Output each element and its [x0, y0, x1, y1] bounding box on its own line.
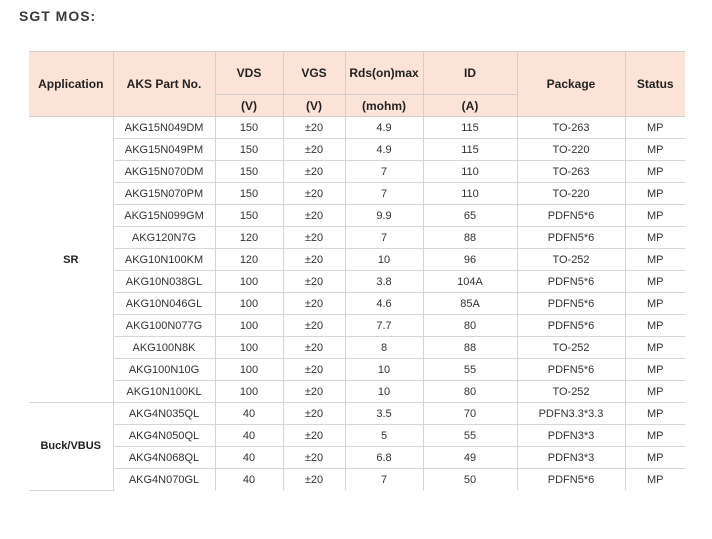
id-cell: 110: [423, 183, 517, 205]
rds-cell: 7: [345, 183, 423, 205]
rds-cell: 4.9: [345, 139, 423, 161]
status-cell: MP: [625, 293, 685, 315]
header-application: Application: [29, 52, 113, 117]
package-cell: TO-220: [517, 139, 625, 161]
vds-cell: 100: [215, 337, 283, 359]
status-cell: MP: [625, 117, 685, 139]
part-no-cell: AKG15N049PM: [113, 139, 215, 161]
vds-cell: 150: [215, 161, 283, 183]
status-cell: MP: [625, 249, 685, 271]
vds-cell: 40: [215, 403, 283, 425]
table-row: [29, 205, 685, 227]
package-cell: PDFN5*6: [517, 271, 625, 293]
header-status: Status: [625, 52, 685, 117]
rds-cell: 9.9: [345, 205, 423, 227]
table-row: [29, 447, 685, 469]
status-cell: MP: [625, 139, 685, 161]
application-cell: Buck/VBUS: [29, 403, 113, 491]
package-cell: TO-252: [517, 337, 625, 359]
vds-cell: 150: [215, 183, 283, 205]
table-row: [29, 359, 685, 381]
rds-cell: 7.7: [345, 315, 423, 337]
package-cell: TO-263: [517, 117, 625, 139]
unit-vgs: (V): [283, 95, 345, 117]
rds-cell: 10: [345, 359, 423, 381]
table-row: [29, 293, 685, 315]
vgs-cell: ±20: [283, 425, 345, 447]
unit-vds: (V): [215, 95, 283, 117]
rds-cell: 7: [345, 469, 423, 491]
status-cell: MP: [625, 271, 685, 293]
vgs-cell: ±20: [283, 139, 345, 161]
part-no-cell: AKG10N100KL: [113, 381, 215, 403]
header-part-no: AKS Part No.: [113, 52, 215, 117]
vds-cell: 100: [215, 315, 283, 337]
rds-cell: 8: [345, 337, 423, 359]
id-cell: 115: [423, 139, 517, 161]
rds-cell: 3.5: [345, 403, 423, 425]
package-cell: TO-252: [517, 249, 625, 271]
id-cell: 110: [423, 161, 517, 183]
vds-cell: 150: [215, 117, 283, 139]
table-row: [29, 271, 685, 293]
part-no-cell: AKG4N070GL: [113, 469, 215, 491]
part-no-cell: AKG10N038GL: [113, 271, 215, 293]
table-row: [29, 139, 685, 161]
status-cell: MP: [625, 425, 685, 447]
vds-cell: 100: [215, 359, 283, 381]
table-row: [29, 249, 685, 271]
table-row: [29, 183, 685, 205]
status-cell: MP: [625, 315, 685, 337]
part-no-cell: AKG15N099GM: [113, 205, 215, 227]
header-vds: VDS: [215, 52, 283, 95]
vds-cell: 40: [215, 447, 283, 469]
vds-cell: 120: [215, 227, 283, 249]
table-row: [29, 469, 685, 491]
part-no-cell: AKG15N070PM: [113, 183, 215, 205]
rds-cell: 5: [345, 425, 423, 447]
unit-rds: (mohm): [345, 95, 423, 117]
id-cell: 49: [423, 447, 517, 469]
vgs-cell: ±20: [283, 447, 345, 469]
vds-cell: 40: [215, 425, 283, 447]
header-rds: Rds(on)max: [345, 52, 423, 95]
id-cell: 50: [423, 469, 517, 491]
status-cell: MP: [625, 183, 685, 205]
part-no-cell: AKG100N10G: [113, 359, 215, 381]
rds-cell: 3.8: [345, 271, 423, 293]
vgs-cell: ±20: [283, 205, 345, 227]
vgs-cell: ±20: [283, 161, 345, 183]
vgs-cell: ±20: [283, 227, 345, 249]
vds-cell: 120: [215, 249, 283, 271]
rds-cell: 10: [345, 249, 423, 271]
id-cell: 80: [423, 315, 517, 337]
id-cell: 70: [423, 403, 517, 425]
part-no-cell: AKG15N049DM: [113, 117, 215, 139]
part-no-cell: AKG100N077G: [113, 315, 215, 337]
status-cell: MP: [625, 205, 685, 227]
vgs-cell: ±20: [283, 293, 345, 315]
header-package: Package: [517, 52, 625, 117]
table-row: [29, 117, 685, 139]
rds-cell: 10: [345, 381, 423, 403]
vds-cell: 40: [215, 469, 283, 491]
table-row: [29, 381, 685, 403]
vgs-cell: ±20: [283, 249, 345, 271]
part-no-cell: AKG100N8K: [113, 337, 215, 359]
rds-cell: 4.6: [345, 293, 423, 315]
id-cell: 96: [423, 249, 517, 271]
table-row: [29, 227, 685, 249]
status-cell: MP: [625, 447, 685, 469]
part-no-cell: AKG120N7G: [113, 227, 215, 249]
status-cell: MP: [625, 381, 685, 403]
id-cell: 88: [423, 227, 517, 249]
vds-cell: 100: [215, 381, 283, 403]
id-cell: 80: [423, 381, 517, 403]
id-cell: 55: [423, 425, 517, 447]
vds-cell: 100: [215, 271, 283, 293]
vgs-cell: ±20: [283, 117, 345, 139]
vgs-cell: ±20: [283, 183, 345, 205]
id-cell: 85A: [423, 293, 517, 315]
id-cell: 88: [423, 337, 517, 359]
table-row: [29, 337, 685, 359]
vds-cell: 100: [215, 293, 283, 315]
status-cell: MP: [625, 469, 685, 491]
rds-cell: 4.9: [345, 117, 423, 139]
table-row: [29, 315, 685, 337]
package-cell: TO-263: [517, 161, 625, 183]
package-cell: PDFN5*6: [517, 315, 625, 337]
id-cell: 55: [423, 359, 517, 381]
vgs-cell: ±20: [283, 403, 345, 425]
vds-cell: 150: [215, 139, 283, 161]
package-cell: PDFN5*6: [517, 205, 625, 227]
table-row: [29, 403, 685, 425]
vgs-cell: ±20: [283, 381, 345, 403]
vgs-cell: ±20: [283, 469, 345, 491]
vgs-cell: ±20: [283, 359, 345, 381]
package-cell: PDFN3*3: [517, 425, 625, 447]
package-cell: PDFN5*6: [517, 469, 625, 491]
status-cell: MP: [625, 403, 685, 425]
table-row: [29, 425, 685, 447]
vgs-cell: ±20: [283, 271, 345, 293]
package-cell: PDFN3.3*3.3: [517, 403, 625, 425]
package-cell: TO-252: [517, 381, 625, 403]
rds-cell: 7: [345, 227, 423, 249]
table-header: [29, 52, 685, 117]
status-cell: MP: [625, 359, 685, 381]
part-no-cell: AKG4N068QL: [113, 447, 215, 469]
sgt-mos-table: [29, 51, 685, 491]
package-cell: TO-220: [517, 183, 625, 205]
vgs-cell: ±20: [283, 315, 345, 337]
rds-cell: 7: [345, 161, 423, 183]
package-cell: PDFN5*6: [517, 359, 625, 381]
part-no-cell: AKG10N046GL: [113, 293, 215, 315]
id-cell: 65: [423, 205, 517, 227]
part-no-cell: AKG15N070DM: [113, 161, 215, 183]
status-cell: MP: [625, 227, 685, 249]
status-cell: MP: [625, 161, 685, 183]
package-cell: PDFN5*6: [517, 293, 625, 315]
section-title: SGT MOS:: [19, 8, 97, 24]
table-row: [29, 161, 685, 183]
application-cell: SR: [29, 117, 113, 403]
table-body: [29, 117, 685, 491]
package-cell: PDFN3*3: [517, 447, 625, 469]
part-no-cell: AKG10N100KM: [113, 249, 215, 271]
status-cell: MP: [625, 337, 685, 359]
part-no-cell: AKG4N050QL: [113, 425, 215, 447]
id-cell: 104A: [423, 271, 517, 293]
unit-id: (A): [423, 95, 517, 117]
part-no-cell: AKG4N035QL: [113, 403, 215, 425]
vds-cell: 150: [215, 205, 283, 227]
vgs-cell: ±20: [283, 337, 345, 359]
header-id: ID: [423, 52, 517, 95]
header-vgs: VGS: [283, 52, 345, 95]
package-cell: PDFN5*6: [517, 227, 625, 249]
rds-cell: 6.8: [345, 447, 423, 469]
id-cell: 115: [423, 117, 517, 139]
